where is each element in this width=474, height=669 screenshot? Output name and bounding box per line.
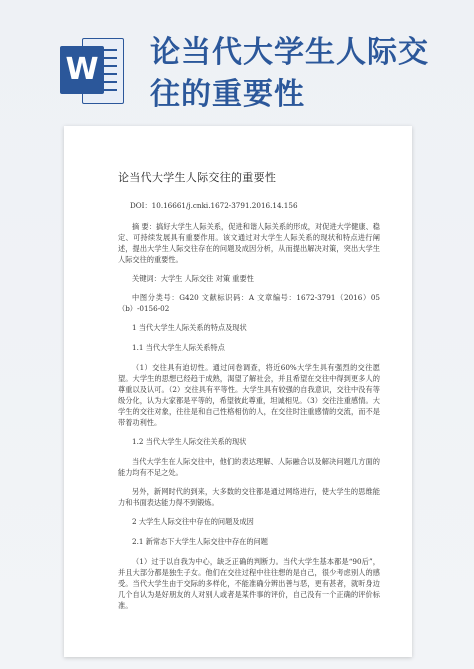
subsection-heading: 2.1 新常态下大学生人际交往中存在的问题	[132, 537, 268, 546]
word-w-icon: W	[60, 46, 104, 94]
word-logo	[60, 34, 126, 106]
section-heading: 2 大学生人际交往中存在的问题及成因	[132, 517, 254, 526]
document-title: 论当代大学生人际交往的重要性	[118, 171, 277, 184]
body-paragraph: （1）过于以自我为中心，缺乏正确的判断力。当代大学生基本都是“90后”，并且大部分都是独生子女。他们在交往过程中往往想的是自己，很少考虑别人的感受。当代大学生由于交际的多样化，不能准确分辨出善与恶，更有甚者，就听身边几个自认为是好朋友的人对别人或者是某件事的评价，自己没有一个正确的评价标准。	[118, 557, 380, 610]
section-heading: 1 当代大学生人际关系的特点及现状	[132, 323, 247, 332]
doi-line: DOI：10.16661/j.cnki.1672-3791.2016.14.156	[130, 201, 298, 210]
subsection-heading: 1.2 当代大学生人际交往关系的现状	[132, 437, 247, 446]
body-paragraph: 另外，新网时代的到来，大多数的交往都是通过网络进行，使大学生的思维能力和书面表达能力得不到锻炼。	[118, 487, 380, 507]
keywords: 关键词：大学生 人际交往 对策 重要性	[132, 274, 254, 283]
abstract: 摘 要：搞好大学生人际关系，促进和谐人际关系的形成，对促进大学健康、稳定、可持续发展具有重要作用。该文通过对大学生人际关系的现状和特点进行阐述，提出大学生人际交往存在的问题及成因分析，从而提出解决对策，突出大学生人际交往的重要性。	[118, 222, 380, 264]
document-content	[118, 172, 380, 619]
document-page	[64, 126, 412, 657]
body-paragraph: （1）交往具有迫切性。通过问卷调查，将近60%大学生具有强烈的交往愿望。大学生的思想已经趋于成熟，渴望了解社会，并且希望在交往中得到更多人的尊重以及认可。（2）交往具有平等性。大学生具有较强的自我意识，交往中没有等级分化，认为大家都是平等的，希望彼此尊重，坦诚相见。（3）交往注重感情。大学生的交往对象，往往是和自己性格相仿的人，在交往时注重感情的交流，而不是带着功利性。	[118, 363, 380, 427]
page-title: 论当代大学生人际交往的重要性	[150, 35, 429, 112]
subsection-heading: 1.1 当代大学生人际关系特点	[132, 343, 225, 352]
classification-line: 中图分类号：G420 文献标识码：A 文章编号：1672-3791（2016）05（b）-0156-02	[118, 293, 380, 313]
body-paragraph: 当代大学生在人际交往中，他们的表达理解、人际融合以及解决问题几方面的能力均有不足之处。	[118, 457, 380, 477]
